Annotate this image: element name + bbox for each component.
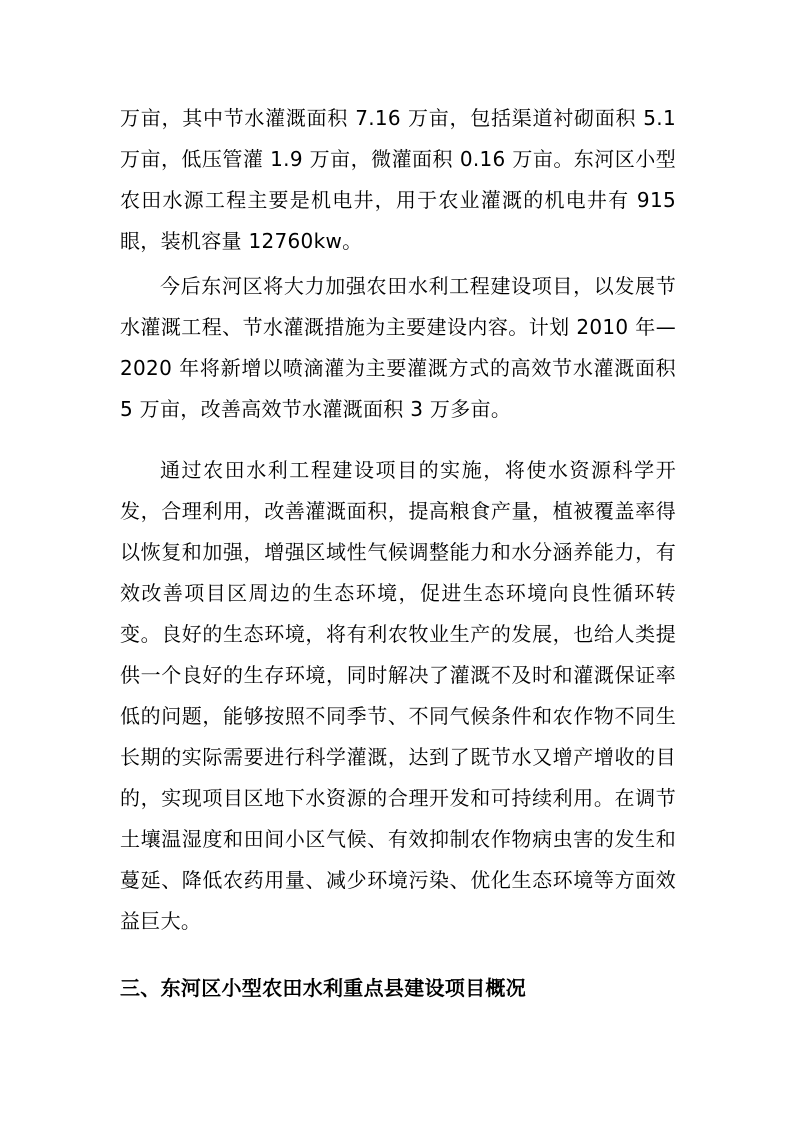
section-heading: 三、东河区小型农田水利重点县建设项目概况 bbox=[120, 976, 526, 1000]
paragraph-spacer bbox=[120, 430, 676, 450]
paragraph-continued: 万亩，其中节水灌溉面积 7.16 万亩，包括渠道衬砌面积 5.1 万亩，低压管灌 1.9 万亩，微灌面积 0.16 万亩。东河区小型农田水源工程主要是机电井，用于农业灌溉的机电井有 915 眼，装机容量 12760kw。 bbox=[120, 106, 676, 253]
document-body bbox=[120, 98, 676, 1009]
section-spacer bbox=[120, 942, 676, 968]
paragraph-benefits: 通过农田水利工程建设项目的实施，将使水资源科学开发，合理利用，改善灌溉面积，提高粮食产量，植被覆盖率得以恢复和加强，增强区域性气候调整能力和水分涵养能力，有效改善项目区周边的生态环境，促进生态环境向良性循环转变。良好的生态环境，将有利农牧业生产的发展，也给人类提供一个良好的生存环境，同时解决了灌溉不及时和灌溉保证率低的问题，能够按照不同季节、不同气候条件和农作物不同生长期的实际需要进行科学灌溉，达到了既节水又增产增收的目的，实现项目区地下水资源的合理开发和可持续利用。在调节土壤温湿度和田间小区气候、有效抑制农作物病虫害的发生和蔓延、降低农药用量、减少环境污染、优化生态环境等方面效益巨大。 bbox=[120, 458, 676, 933]
paragraph-plan: 今后东河区将大力加强农田水利工程建设项目，以发展节水灌溉工程、节水灌溉措施为主要建设内容。计划 2010 年—2020 年将新增以喷滴灌为主要灌溉方式的高效节水灌溉面积 5 万亩，改善高效节水灌溉面积 3 万多亩。 bbox=[120, 274, 676, 421]
